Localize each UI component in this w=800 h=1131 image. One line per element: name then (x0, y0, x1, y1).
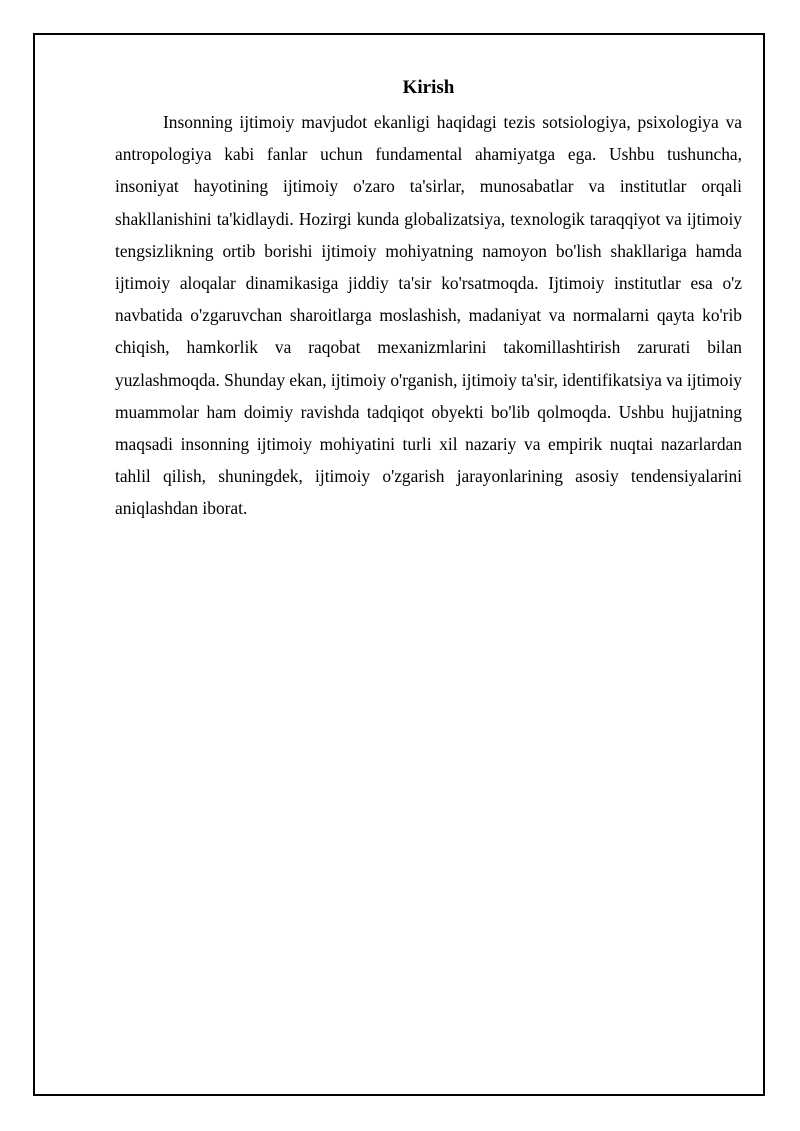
document-body (115, 76, 742, 525)
section-title: Kirish (402, 77, 455, 98)
intro-paragraph: Insonning ijtimoiy mavjudot ekanligi haqidagi tezis sotsiologiya, psixologiya va antropologiya kabi fanlar uchun fundamental ahamiyatga ega. Ushbu tushuncha, insoniyat hayotining ijtimoiy o'zaro ta'sirlar, munosabatlar va institutlar orqali shakllanishini ta'kidlaydi. Hozirgi kunda globalizatsiya, texnologik taraqqiyot va ijtimoiy tengsizlikning ortib borishi ijtimoiy mohiyatning namoyon bo'lish shakllariga hamda ijtimoiy aloqalar dinamikasiga jiddiy ta'sir ko'rsatmoqda. Ijtimoiy institutlar esa o'z navbatida o'zgaruvchan sharoitlarga moslashish, madaniyat va normalarni qayta ko'rib chiqish, hamkorlik va raqobat mexanizmlarini takomillashtirish zarurati bilan yuzlashmoqda. Shunday ekan, ijtimoiy o'rganish, ijtimoiy ta'sir, identifikatsiya va ijtimoiy muammolar ham doimiy ravishda tadqiqot obyekti bo'lib qolmoqda. Ushbu hujjatning maqsadi insonning ijtimoiy mohiyatini turli xil nazariy va empirik nuqtai nazarlardan tahlil qilish, shuningdek, ijtimoiy o'zgarish jarayonlarining asosiy tendensiyalarini aniqlashdan iborat. (115, 112, 742, 519)
